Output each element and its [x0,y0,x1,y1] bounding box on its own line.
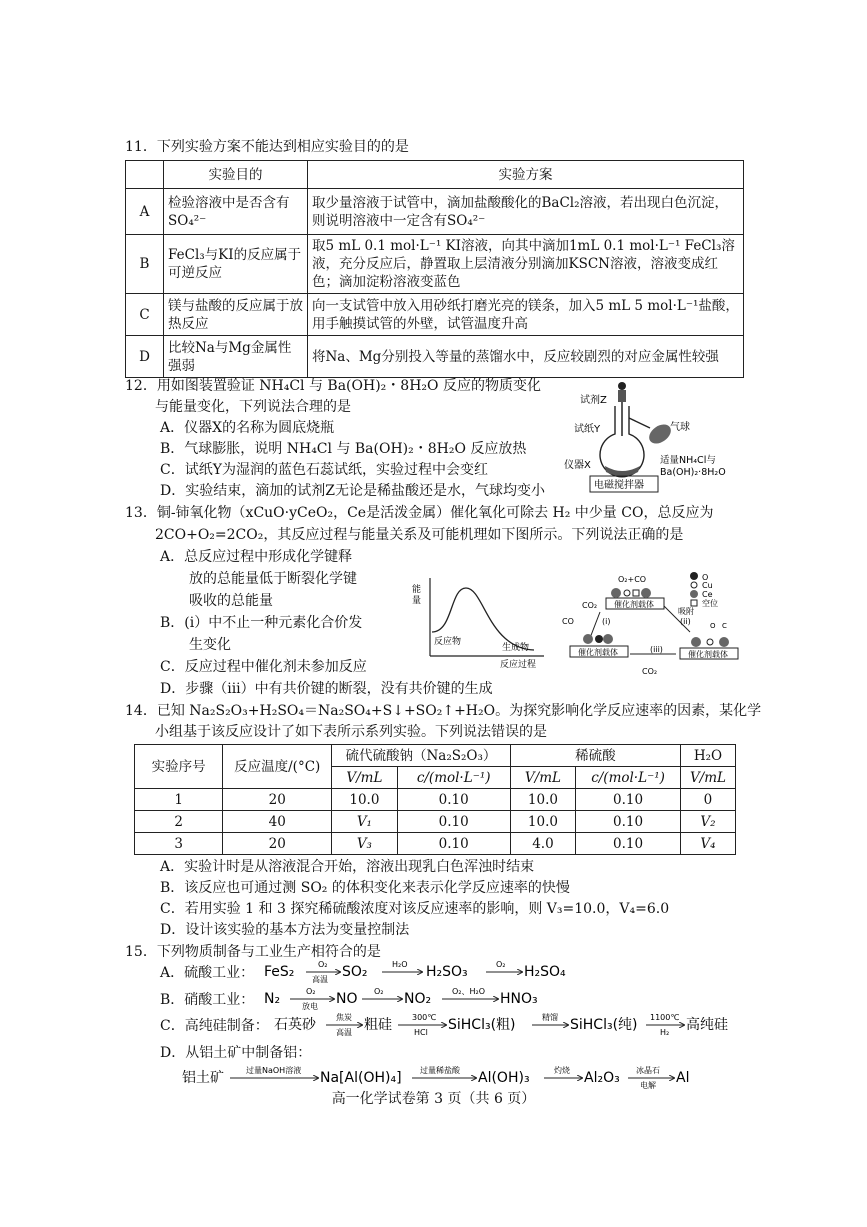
species: 铝土矿 [182,1070,224,1086]
species: SiHCl₃(纯) [570,1017,638,1033]
species: N₂ [264,991,281,1007]
mech-co: CO [562,617,574,626]
q14-head-v: V/mL [680,767,735,789]
q11-row-purpose: 镁与盐酸的反应属于放热反应 [164,294,308,336]
q14-cell: 4.0 [510,833,575,855]
condition-top: O₂ [318,960,328,969]
q14-cell: 0.10 [576,833,681,855]
condition-top: O₂ [496,960,506,969]
legend-vacancy-icon [691,600,697,606]
species: HNO₃ [500,991,538,1007]
q14-head-v: V/mL [510,767,575,789]
q14-cell: V₄ [680,833,735,855]
condition-top: 精馏 [542,1013,558,1022]
q14-stem-2: 小组基于该反应设计了如下表所示系列实验。下列说法错误的是 [155,724,547,740]
q11-row-plan: 取少量溶液于试管中，滴加盐酸酸化的BaCl₂溶液，若出现白色沉淀，则说明溶液中一定含有SO₄²⁻ [308,189,744,235]
condition-bottom: 高温 [312,975,328,984]
mech-co2-top: CO₂ [582,601,598,610]
q12-option-a: A．仪器X的名称为圆底烧瓶 [160,420,335,436]
condition-top: 过量NaOH溶液 [246,1066,302,1075]
energy-reactant-label: 反应物 [434,637,462,647]
condition-bottom: HCl [414,1028,428,1037]
q11-head-plan: 实验方案 [308,161,744,189]
q14-cell: 10.0 [332,789,397,811]
q11-row-plan: 将Na、Mg分别投入等量的蒸馏水中，反应较剧烈的对应金属性较强 [308,336,744,378]
q11-row-purpose: 检验溶液中是否含有SO₄²⁻ [164,189,308,235]
mech-step-3: (iii) [650,645,663,654]
condition-top: 焦炭 [336,1013,352,1022]
mech-o2co: O₂+CO [618,575,647,584]
species: Na[Al(OH)₄] [320,1070,402,1086]
q12-stem-2: 与能量变化，下列说法合理的是 [155,399,351,415]
mech-c-label: C [722,622,727,630]
q14-head-c: c/(mol·L⁻¹) [397,767,510,789]
q14-option-a: A．实验计时是从溶液混合开始，溶液出现乳白色浑浊时结束 [160,859,535,875]
q14-option-b: B．该反应也可通过测 SO₂ 的体积变化来表示化学反应速率的快慢 [160,880,570,896]
table-row [135,789,736,811]
condition-top: H₂O [392,960,408,969]
q14-head-c: c/(mol·L⁻¹) [576,767,681,789]
q14-head-no: 实验序号 [135,745,223,789]
q14-cell: 0.10 [576,811,681,833]
species: Al [676,1070,690,1086]
species: SO₂ [342,964,368,980]
species: FeS₂ [264,964,295,980]
q11-row-label: A [126,189,164,235]
species: NO [336,991,358,1007]
species: H₂SO₃ [426,964,468,980]
energy-xlabel: 反应过程 [500,660,537,670]
fig-label-stirrer: 电磁搅拌器 [594,480,644,491]
q15-stem: 15．下列物质制备与工业生产相符合的是 [125,944,381,960]
mech-step-2: (ii) [680,617,691,626]
q15-option-b-label: B．硝酸工业： [160,992,255,1008]
legend-cu-label: Cu [702,581,713,590]
species: Al(OH)₃ [478,1070,530,1086]
energy-ylabel-1: 能 [412,585,422,595]
q13-stem-1: 13．铜-铈氧化物（xCuO·yCeO₂，Ce是活泼金属）催化氧化可除去 H₂ 中少量 CO，总反应为 [125,505,714,521]
fig-label-reagent-z: 试剂Z [580,395,607,406]
condition-top: O₂、H₂O [452,987,486,996]
q15-option-c-label: C．高纯硅制备： [160,1018,269,1034]
q12-apparatus-figure [560,376,740,494]
fig-label-paper-y: 试纸Y [574,424,601,435]
species: H₂SO₄ [524,964,566,980]
q13-option-a-3: 吸收的总能量 [189,593,273,609]
table-row [135,833,736,855]
mech-carrier-top-label: 催化剂载体 [614,600,654,609]
q12-stem-1: 12．用如图装置验证 NH₄Cl 与 Ba(OH)₂・8H₂O 反应的物质变化 [125,378,541,394]
q14-option-d: D．设计该实验的基本方法为变量控制法 [160,922,410,938]
q13-mechanism-diagram [560,572,740,682]
q11-row-plan: 向一支试管中放入用砂纸打磨光亮的镁条，加入5 mL 5 mol·L⁻¹盐酸，用手触摸试管的外壁，试管温度升高 [308,294,744,336]
q14-cell: 10.0 [510,811,575,833]
q15-option-a-label: A．硫酸工业： [160,965,255,981]
q14-cell: 1 [135,789,223,811]
q12-option-d: D．实验结束，滴加的试剂Z无论是稀盐酸还是水，气球均变小 [160,483,545,499]
q14-cell: 40 [223,811,332,833]
q14-table [134,744,736,855]
q14-cell: 0.10 [576,789,681,811]
q14-cell: 2 [135,811,223,833]
q14-cell: V₂ [680,811,735,833]
fig-label-contents-1: 适量NH₄Cl与 [660,455,716,466]
q14-cell: 0.10 [397,833,510,855]
q14-cell: 10.0 [510,789,575,811]
condition-top: O₂ [374,987,384,996]
mech-carrier-left-label: 催化剂载体 [578,648,618,657]
condition-top: 1100℃ [650,1013,680,1022]
flask-icon [600,406,650,477]
energy-product-label: 生成物 [502,643,530,653]
condition-top: 300℃ [412,1013,437,1022]
q11-row-label: D [126,336,164,378]
condition-top: O₂ [306,987,316,996]
q13-stem-2: 2CO+O₂=2CO₂，其反应过程与能量关系及可能机理如下图所示。下列说法正确的是 [155,527,684,543]
q13-option-b-1: B．(i）中不止一种元素化合价发 [160,615,363,631]
species: 粗硅 [364,1017,392,1033]
q14-cell: 0.10 [397,811,510,833]
q13-option-a-1: A．总反应过程中形成化学键释 [160,549,353,565]
q14-cell: V₃ [332,833,397,855]
q15-option-d-label: D．从铝土矿中制备铝： [160,1045,312,1061]
q14-cell: 0.10 [397,789,510,811]
species: 石英砂 [274,1017,316,1033]
q12-option-c: C．试纸Y为湿润的蓝色石蕊试纸，实验过程中会变红 [160,462,488,478]
q12-option-b: B．气球膨胀，说明 NH₄Cl 与 Ba(OH)₂・8H₂O 反应放热 [160,441,527,457]
mech-carrier-right-label: 催化剂载体 [688,650,728,659]
condition-top: 过量稀盐酸 [420,1066,460,1075]
q14-head-temp: 反应温度/(°C) [223,745,332,789]
q13-option-d: D．步骤（iii）中有共价键的断裂，没有共价键的生成 [160,681,493,697]
q11-stem: 11．下列实验方案不能达到相应实验目的的是 [125,139,409,155]
fig-label-balloon: 气球 [670,422,690,433]
mech-o-label: O [710,622,716,630]
q13-option-c: C．反应过程中催化剂未参加反应 [160,659,367,675]
q14-cell: 0 [680,789,735,811]
mech-co2-bottom: CO₂ [642,667,658,676]
legend-cu-icon [691,582,697,588]
q15-chain-a [250,956,590,986]
legend-o-icon [690,572,698,580]
dropper-icon [618,382,626,436]
fig-label-flask-x: 仪器X [564,460,591,471]
condition-bottom: 高温 [336,1028,352,1037]
q11-head-purpose: 实验目的 [164,161,308,189]
species: NO₂ [404,991,432,1007]
q14-cell: 20 [223,789,332,811]
fig-label-contents-2: Ba(OH)₂·8H₂O [660,467,726,478]
q14-cell: 20 [223,833,332,855]
q11-table [125,160,744,378]
species: 高纯硅 [686,1017,728,1033]
condition-bottom: H₂ [660,1028,670,1037]
legend-ce-label: Ce [702,590,713,599]
condition-bottom: 放电 [302,1002,318,1011]
condition-top: 冰晶石 [636,1066,660,1075]
q15-chain-c [270,1009,740,1039]
q14-option-c: C．若用实验 1 和 3 探究稀硫酸浓度对该反应速率的影响，则 V₃=10.0，V₄=6.0 [160,901,670,917]
energy-ylabel-2: 量 [412,596,422,606]
q13-option-b-2: 生变化 [189,637,231,653]
q13-option-a-2: 放的总能量低于断裂化学键 [189,571,357,587]
q14-cell: 3 [135,833,223,855]
legend-ce-icon [690,590,698,598]
table-row [135,811,736,833]
legend-o-label: O [702,573,709,582]
q11-row-purpose: FeCl₃与KI的反应属于可逆反应 [164,235,308,294]
species: Al₂O₃ [584,1070,620,1086]
q14-stem-1: 14．已知 Na₂S₂O₃+H₂SO₄＝Na₂SO₄+S↓+SO₂↑+H₂O。为探究影响化学反应速率的因素，某化学 [125,703,762,719]
condition-bottom: 电解 [640,1081,656,1090]
q14-head-water: H₂O [680,745,735,767]
species: SiHCl₃(粗) [448,1017,516,1033]
q11-row-label: C [126,294,164,336]
page-footer: 高一化学试卷第 3 页（共 6 页） [331,1091,536,1107]
condition-top: 灼烧 [554,1066,570,1075]
mech-adsorb: 吸附 [678,607,694,616]
legend-vacancy-label: 空位 [702,599,718,608]
q11-row-label: B [126,235,164,294]
q13-energy-diagram [408,570,550,670]
q11-row-plan: 取5 mL 0.1 mol·L⁻¹ KI溶液，向其中滴加1mL 0.1 mol·L⁻¹ FeCl₃溶液，充分反应后，静置取上层清液分别滴加KSCN溶液，溶液变成红色；滴加淀粉溶液变蓝色 [308,235,744,294]
q14-head-v: V/mL [332,767,397,789]
q11-row-purpose: 比较Na与Mg金属性强弱 [164,336,308,378]
q14-head-na: 硫代硫酸钠（Na₂S₂O₃） [332,745,511,767]
q14-cell: V₁ [332,811,397,833]
mech-step-1: (i) [602,617,611,626]
q14-head-acid: 稀硫酸 [510,745,680,767]
